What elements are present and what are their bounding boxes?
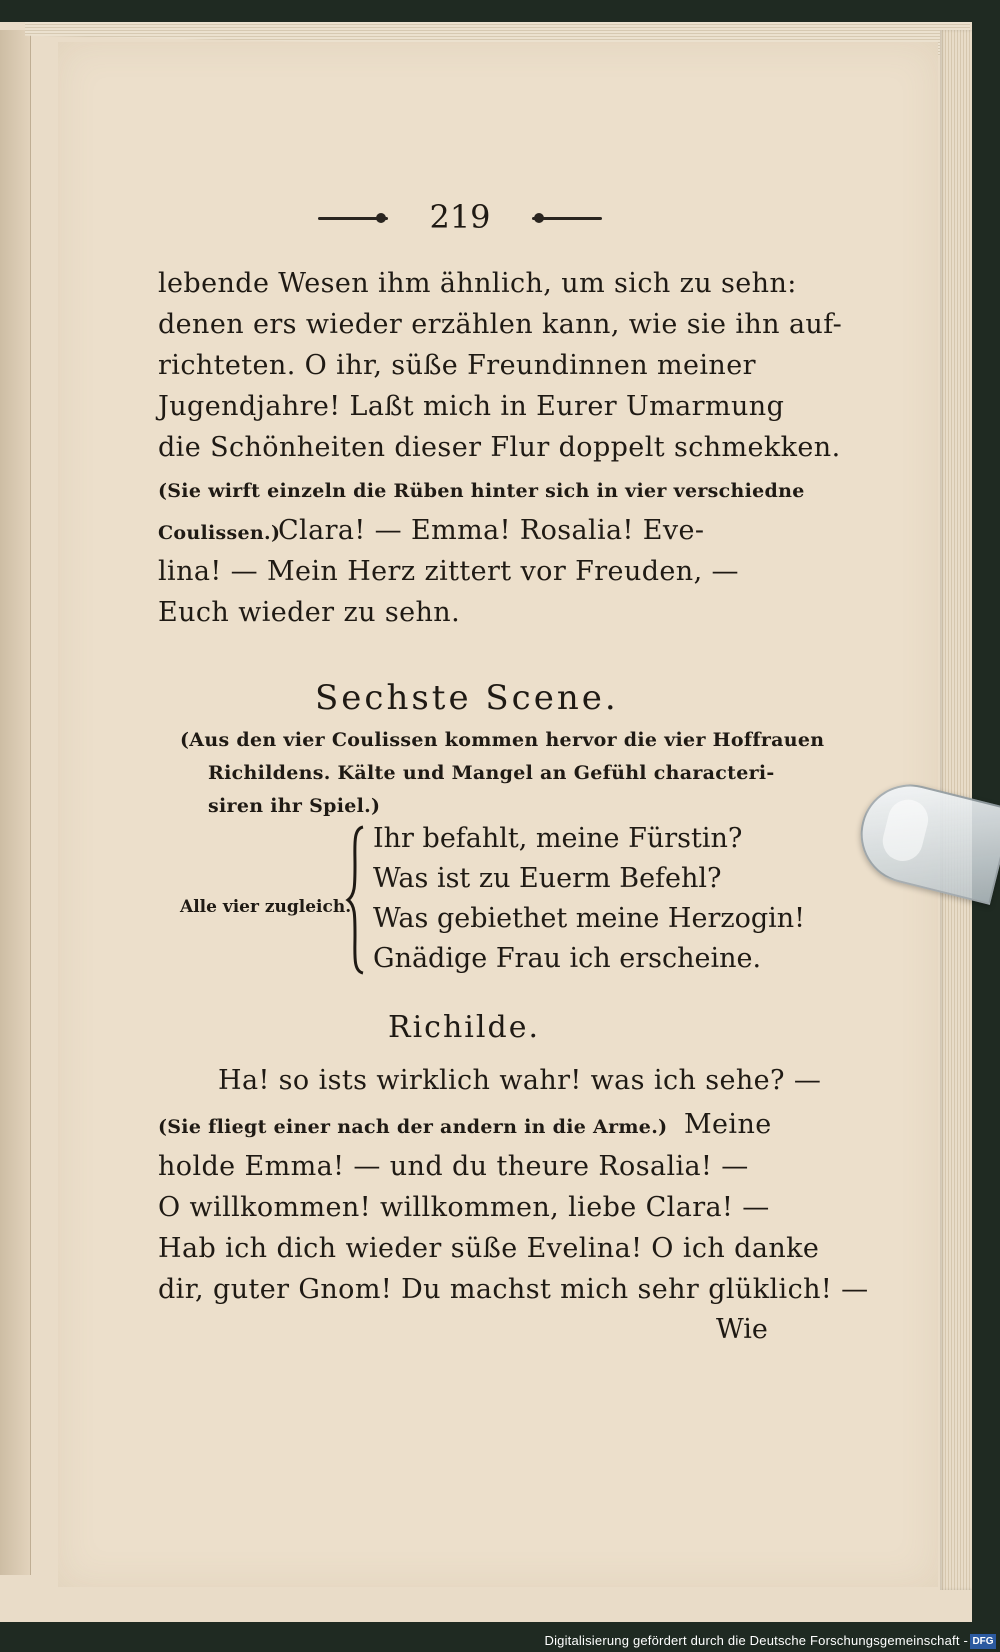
- body-line: die Schönheiten dieser Flur doppelt schmekken.: [158, 432, 841, 463]
- footer-credit: Digitalisierung gefördert durch die Deutsche Forschungsgemeinschaft -: [544, 1633, 968, 1648]
- body-line: denen ers wieder erzählen kann, wie sie ihn auf-: [158, 309, 843, 340]
- body-line: lebende Wesen ihm ähnlich, um sich zu sehn:: [158, 268, 797, 299]
- speech-line: Hab ich dich wieder süße Evelina! O ich danke: [158, 1233, 820, 1264]
- stage-direction: Coulissen.): [158, 522, 281, 544]
- chorus-line: Ihr befahlt, meine Fürstin?: [373, 823, 743, 854]
- left-page-edge: [0, 30, 31, 1575]
- body-line: richteten. O ihr, süße Freundinnen meiner: [158, 350, 756, 381]
- speaker-name: Richilde.: [388, 1010, 540, 1045]
- chorus-line: Was ist zu Euerm Befehl?: [373, 863, 722, 894]
- dfg-logo: DFG: [970, 1634, 996, 1649]
- speech-line: holde Emma! — und du theure Rosalia! —: [158, 1151, 749, 1182]
- body-line: Clara! — Emma! Rosalia! Eve-: [278, 515, 705, 546]
- body-line: lina! — Mein Herz zittert vor Freuden, —: [158, 556, 739, 587]
- speech-line: Meine: [684, 1109, 772, 1140]
- chorus-label: Alle vier zugleich.: [180, 897, 352, 917]
- speech-line: dir, guter Gnom! Du machst mich sehr glüklich! —: [158, 1274, 869, 1305]
- scene-title: Sechste Scene.: [315, 678, 619, 718]
- scene-direction-line: siren ihr Spiel.): [208, 795, 381, 817]
- speech-line: Ha! so ists wirklich wahr! was ich sehe? —: [218, 1065, 822, 1096]
- stage-direction: (Sie fliegt einer nach der andern in die Arme.): [158, 1116, 668, 1138]
- scene-direction-line: (Aus den vier Coulissen kommen hervor die vier Hoffrauen: [180, 729, 825, 751]
- speech-line: O willkommen! willkommen, liebe Clara! —: [158, 1192, 770, 1223]
- scene-direction-line: Richildens. Kälte und Mangel an Gefühl characteri-: [208, 762, 775, 784]
- ornament-right: [532, 217, 602, 220]
- body-line: Euch wieder zu sehn.: [158, 597, 461, 628]
- catchword: Wie: [716, 1314, 768, 1345]
- body-line: Jugendjahre! Laßt mich in Eurer Umarmung: [158, 391, 785, 422]
- ornament-dot-left: [376, 213, 386, 223]
- chorus-line: Was gebiethet meine Herzogin!: [373, 903, 805, 934]
- stage-direction: (Sie wirft einzeln die Rüben hinter sich in vier verschiedne: [158, 480, 805, 502]
- footer-bar: [0, 1622, 1000, 1652]
- brace-icon: [345, 825, 367, 975]
- chorus-line: Gnädige Frau ich erscheine.: [373, 943, 762, 974]
- page-header: [318, 198, 602, 238]
- page-number: 219: [429, 198, 491, 236]
